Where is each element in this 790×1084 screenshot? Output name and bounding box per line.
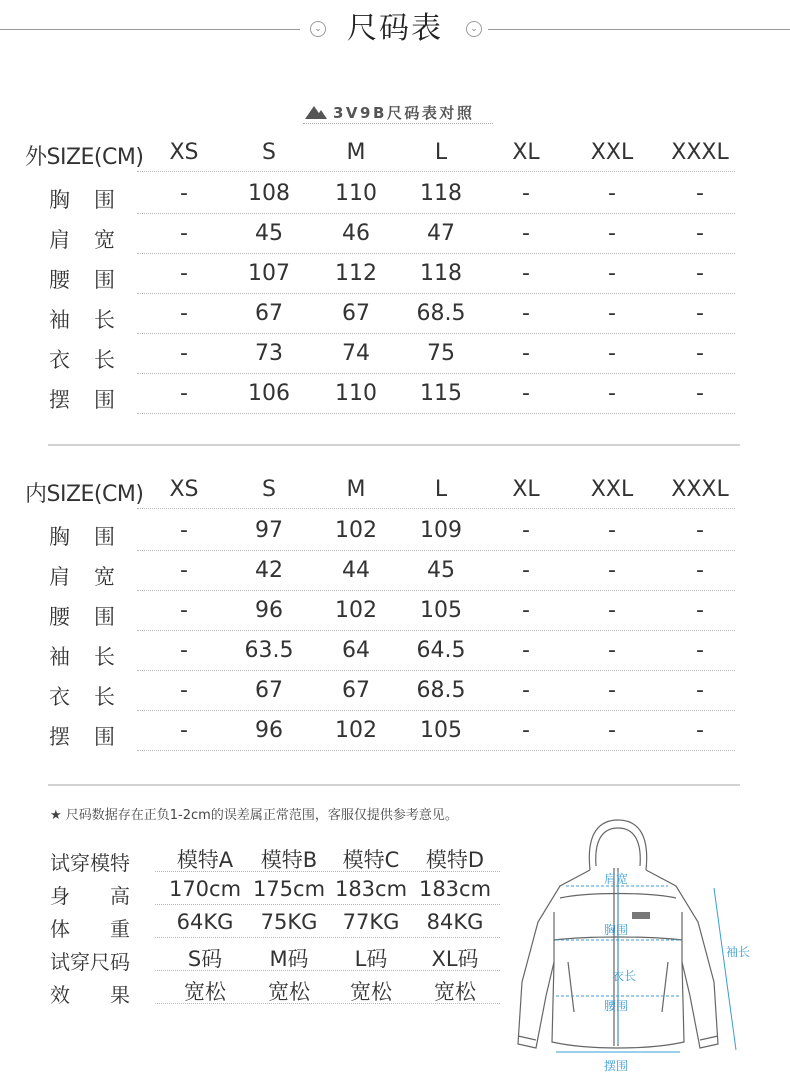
table-cell: 107 xyxy=(248,261,290,286)
dotted-rule xyxy=(137,293,735,294)
model-cell: 宽松 xyxy=(268,980,310,1004)
table-cell: 68.5 xyxy=(416,678,466,703)
label-char: 身 xyxy=(50,884,70,908)
table-cell: - xyxy=(522,518,530,543)
table-row xyxy=(0,717,790,757)
table-cell: 44 xyxy=(342,558,370,583)
table-cell: - xyxy=(180,638,188,663)
table-cell: - xyxy=(608,638,616,663)
dotted-rule xyxy=(155,1003,500,1004)
measure-name xyxy=(49,601,115,631)
table-cell: - xyxy=(522,381,530,406)
table-cell: - xyxy=(180,558,188,583)
size-header: XXXL xyxy=(671,477,729,502)
table-cell: 64.5 xyxy=(416,638,466,663)
model-name: 模特A xyxy=(176,848,234,872)
table-cell: 108 xyxy=(248,181,290,206)
dotted-rule xyxy=(155,871,500,872)
model-cell: 175cm xyxy=(252,877,326,901)
table-cell: - xyxy=(522,638,530,663)
table-cell: - xyxy=(696,678,704,703)
model-cell: 183cm xyxy=(334,877,408,901)
measure-char: 摆 xyxy=(49,725,70,749)
jacket-diagram xyxy=(508,812,758,1074)
dotted-rule xyxy=(137,373,735,374)
table-cell: - xyxy=(696,181,704,206)
measure-name xyxy=(49,561,115,591)
table-cell: 106 xyxy=(248,381,290,406)
table-cell: - xyxy=(180,678,188,703)
dotted-rule xyxy=(137,590,735,591)
measure-char: 衣 xyxy=(49,348,70,372)
table-cell: - xyxy=(608,718,616,743)
model-cell: 宽松 xyxy=(434,980,476,1004)
table-cell: 105 xyxy=(420,718,462,743)
dotted-rule xyxy=(137,253,735,254)
model-row-label xyxy=(50,946,130,975)
table-cell: 97 xyxy=(255,518,283,543)
table-cell: - xyxy=(608,558,616,583)
size-header: XL xyxy=(512,477,540,502)
model-row xyxy=(50,909,500,942)
table-cell: 67 xyxy=(342,678,370,703)
table-cell: - xyxy=(180,518,188,543)
size-header: XXL xyxy=(590,477,634,502)
measure-char: 围 xyxy=(94,725,115,749)
measure-name xyxy=(49,264,115,294)
model-cell: 75KG xyxy=(260,910,318,934)
model-cell: 84KG xyxy=(426,910,484,934)
table-cell: - xyxy=(522,341,530,366)
table-cell: - xyxy=(608,261,616,286)
dotted-rule xyxy=(137,213,735,214)
table-cell: 118 xyxy=(420,261,462,286)
size-header-row xyxy=(0,140,790,180)
model-cell: 170cm xyxy=(168,877,242,901)
measure-name xyxy=(49,224,115,254)
table-label: 内SIZE(CM) xyxy=(25,482,144,507)
table-cell: - xyxy=(608,181,616,206)
size-note: ★ 尺码数据存在正负1-2cm的误差属正常范围，客服仅提供参考意见。 xyxy=(50,808,458,823)
model-row-label xyxy=(50,979,130,1008)
measure-name xyxy=(49,521,115,551)
measure-name xyxy=(49,344,115,374)
size-header-row xyxy=(0,477,790,517)
table-cell: - xyxy=(522,221,530,246)
table-cell: 42 xyxy=(255,558,283,583)
table-cell: - xyxy=(608,678,616,703)
measure-char: 长 xyxy=(94,685,115,709)
measure-char: 围 xyxy=(94,388,115,412)
measure-name xyxy=(49,721,115,751)
table-row xyxy=(0,260,790,300)
table-cell: - xyxy=(696,221,704,246)
table-cell: 115 xyxy=(420,381,462,406)
table-cell: - xyxy=(522,558,530,583)
measure-name xyxy=(49,384,115,414)
dotted-rule xyxy=(137,333,735,334)
size-header: L xyxy=(434,477,448,502)
dotted-rule xyxy=(155,904,500,905)
length-label: 衣长 xyxy=(612,969,637,983)
table-row xyxy=(0,517,790,557)
table-cell: 74 xyxy=(342,341,370,366)
mountain-icon xyxy=(315,110,327,119)
model-header-label: 试穿模特 xyxy=(50,851,130,875)
table-row xyxy=(0,380,790,420)
chest-label: 胸围 xyxy=(604,923,629,937)
size-header: M xyxy=(346,140,366,165)
size-header: S xyxy=(262,140,276,165)
table-row xyxy=(0,340,790,380)
size-header: XXXL xyxy=(671,140,729,165)
measure-name xyxy=(49,184,115,214)
model-cell: M码 xyxy=(269,947,309,971)
measure-char: 围 xyxy=(94,268,115,292)
label-char: 高 xyxy=(110,884,130,908)
measure-char: 围 xyxy=(94,188,115,212)
table-cell: - xyxy=(696,598,704,623)
table-cell: 75 xyxy=(427,341,455,366)
measure-char: 腰 xyxy=(49,268,70,292)
table-cell: - xyxy=(522,598,530,623)
table-cell: - xyxy=(696,518,704,543)
table-row xyxy=(0,597,790,637)
table-cell: - xyxy=(522,261,530,286)
dotted-rule xyxy=(137,750,735,751)
table-row xyxy=(0,220,790,260)
table-cell: - xyxy=(696,381,704,406)
table-cell: - xyxy=(522,181,530,206)
model-row-label xyxy=(50,880,130,909)
table-cell: 96 xyxy=(255,598,283,623)
size-header: XS xyxy=(169,140,199,165)
model-cell: 64KG xyxy=(176,910,234,934)
table-cell: - xyxy=(696,341,704,366)
dotted-rule xyxy=(137,670,735,671)
measure-char: 袖 xyxy=(49,645,70,669)
dotted-rule xyxy=(155,937,500,938)
size-header: XL xyxy=(512,140,540,165)
measure-char: 胸 xyxy=(49,525,70,549)
hem-label: 摆围 xyxy=(604,1059,629,1073)
model-header-row xyxy=(50,843,500,876)
table-cell: 96 xyxy=(255,718,283,743)
measure-char: 围 xyxy=(94,525,115,549)
table-cell: - xyxy=(180,598,188,623)
label-char: 果 xyxy=(110,983,130,1007)
table-cell: 110 xyxy=(335,381,377,406)
model-row xyxy=(50,876,500,909)
table-cell: - xyxy=(696,261,704,286)
measure-char: 衣 xyxy=(49,685,70,709)
table-cell: - xyxy=(696,558,704,583)
dotted-rule xyxy=(137,630,735,631)
label-char: 重 xyxy=(110,917,130,941)
subtitle-text: 3V9B尺码表对照 xyxy=(333,104,475,122)
model-name: 模特D xyxy=(425,848,485,872)
table-cell: 110 xyxy=(335,181,377,206)
table-cell: 67 xyxy=(342,301,370,326)
table-cell: - xyxy=(180,718,188,743)
table-cell: - xyxy=(696,301,704,326)
table-cell: 63.5 xyxy=(244,638,294,663)
measure-name xyxy=(49,681,115,711)
table-row xyxy=(0,557,790,597)
table-cell: 45 xyxy=(255,221,283,246)
table-cell: - xyxy=(608,221,616,246)
table-cell: 109 xyxy=(420,518,462,543)
label-char: 试穿尺码 xyxy=(50,950,130,974)
logo-icon xyxy=(632,912,650,919)
shoulder-label: 肩宽 xyxy=(604,872,629,886)
measure-char: 围 xyxy=(94,605,115,629)
model-cell: 宽松 xyxy=(350,980,392,1004)
dotted-rule xyxy=(155,970,500,971)
table-cell: 47 xyxy=(427,221,455,246)
dotted-rule xyxy=(137,710,735,711)
table-row xyxy=(0,300,790,340)
size-header: XXL xyxy=(590,140,634,165)
table-row xyxy=(0,677,790,717)
size-header: M xyxy=(346,477,366,502)
model-row-label xyxy=(50,913,130,942)
table-cell: 112 xyxy=(335,261,377,286)
label-char: 体 xyxy=(50,917,70,941)
header-rule-right xyxy=(488,29,790,30)
table-cell: 102 xyxy=(335,718,377,743)
table-cell: - xyxy=(696,638,704,663)
model-cell: L码 xyxy=(354,947,388,971)
section-subtitle xyxy=(303,101,493,124)
model-name: 模特B xyxy=(260,848,318,872)
measure-char: 宽 xyxy=(94,565,115,589)
model-row xyxy=(50,975,500,1008)
table-cell: 46 xyxy=(342,221,370,246)
size-header: S xyxy=(262,477,276,502)
measure-char: 摆 xyxy=(49,388,70,412)
waist-label: 腰围 xyxy=(604,999,629,1013)
measure-char: 肩 xyxy=(49,565,70,589)
table-cell: 105 xyxy=(420,598,462,623)
measure-name xyxy=(49,304,115,334)
table-row xyxy=(0,637,790,677)
dotted-rule xyxy=(137,171,735,172)
measure-char: 袖 xyxy=(49,308,70,332)
measure-char: 长 xyxy=(94,645,115,669)
table-cell: - xyxy=(180,381,188,406)
measure-char: 肩 xyxy=(49,228,70,252)
dotted-rule xyxy=(137,508,735,509)
measure-char: 宽 xyxy=(94,228,115,252)
table-cell: - xyxy=(522,678,530,703)
measure-char: 胸 xyxy=(49,188,70,212)
table-cell: 102 xyxy=(335,598,377,623)
model-cell: 宽松 xyxy=(184,980,226,1004)
table-cell: 67 xyxy=(255,301,283,326)
table-cell: - xyxy=(180,181,188,206)
table-cell: - xyxy=(522,301,530,326)
model-cell: S码 xyxy=(187,947,223,971)
table-cell: 67 xyxy=(255,678,283,703)
sleeve-label: 袖长 xyxy=(726,945,751,959)
measure-char: 腰 xyxy=(49,605,70,629)
measure-name xyxy=(49,641,115,671)
table-cell: - xyxy=(180,261,188,286)
table-cell: - xyxy=(608,341,616,366)
size-header: L xyxy=(434,140,448,165)
table-cell: 64 xyxy=(342,638,370,663)
table-cell: - xyxy=(608,381,616,406)
table-cell: 102 xyxy=(335,518,377,543)
model-row xyxy=(50,942,500,975)
table-cell: - xyxy=(522,718,530,743)
table-row xyxy=(0,180,790,220)
table-cell: 68.5 xyxy=(416,301,466,326)
table-cell: - xyxy=(608,518,616,543)
model-name: 模特C xyxy=(342,848,400,872)
table-cell: - xyxy=(180,301,188,326)
chevron-down-icon: ⌄ xyxy=(466,21,482,37)
divider xyxy=(48,784,740,786)
table-cell: 118 xyxy=(420,181,462,206)
divider xyxy=(48,444,740,446)
page-title: 尺码表 xyxy=(347,11,443,46)
chevron-down-icon: ⌄ xyxy=(310,21,326,37)
table-cell: 45 xyxy=(427,558,455,583)
table-cell: - xyxy=(180,221,188,246)
measure-char: 长 xyxy=(94,308,115,332)
header-rule-left xyxy=(0,29,300,30)
table-cell: - xyxy=(696,718,704,743)
size-header: XS xyxy=(169,477,199,502)
dotted-rule xyxy=(137,413,735,414)
measure-char: 长 xyxy=(94,348,115,372)
table-cell: - xyxy=(180,341,188,366)
table-cell: 73 xyxy=(255,341,283,366)
table-cell: - xyxy=(608,301,616,326)
model-cell: 77KG xyxy=(342,910,400,934)
model-cell: 183cm xyxy=(418,877,492,901)
dotted-rule xyxy=(137,550,735,551)
table-cell: - xyxy=(608,598,616,623)
label-char: 效 xyxy=(50,983,70,1007)
model-cell: XL码 xyxy=(431,947,479,971)
table-label: 外SIZE(CM) xyxy=(25,145,144,170)
